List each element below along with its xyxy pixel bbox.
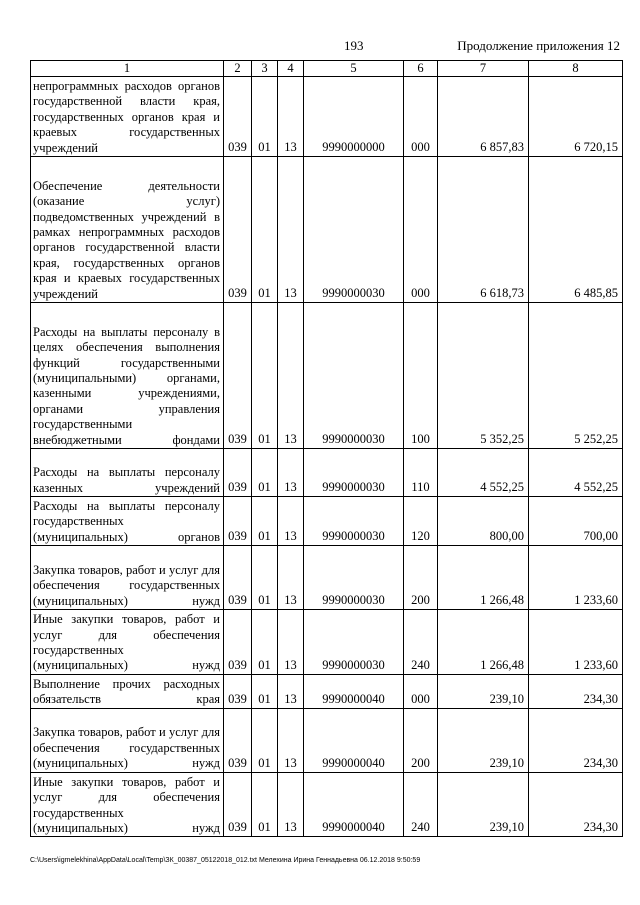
page-number: 193 [344, 38, 364, 53]
column-header: 1 [31, 61, 224, 77]
target-item-cell: 9990000030 [304, 497, 404, 546]
table-row [31, 546, 623, 610]
section-cell: 01 [252, 708, 278, 772]
column-header: 8 [529, 61, 623, 77]
amount-year2-cell: 6 485,85 [529, 157, 623, 303]
amount-year1-cell: 1 266,48 [438, 546, 529, 610]
column-header: 5 [304, 61, 404, 77]
amount-year1-cell: 239,10 [438, 772, 529, 837]
amount-year1-cell: 800,00 [438, 497, 529, 546]
expense-type-cell: 110 [404, 449, 438, 497]
amount-year1-cell: 4 552,25 [438, 449, 529, 497]
section-cell: 01 [252, 157, 278, 303]
row-name-cell: Закупка товаров, работ и услуг для обеспечения государственных (муниципальных) нужд [31, 708, 224, 772]
subsection-cell: 13 [278, 708, 304, 772]
ministry-code-cell: 039 [224, 546, 252, 610]
amount-year1-cell: 6 857,83 [438, 77, 529, 157]
column-header: 6 [404, 61, 438, 77]
ministry-code-cell: 039 [224, 772, 252, 837]
amount-year1-cell: 239,10 [438, 708, 529, 772]
amount-year1-cell: 1 266,48 [438, 610, 529, 675]
row-name-cell: Расходы на выплаты персоналу государственных (муниципальных) органов [31, 497, 224, 546]
row-name-cell: Закупка товаров, работ и услуг для обеспечения государственных (муниципальных) нужд [31, 546, 224, 610]
row-name-cell: Расходы на выплаты персоналу казенных учреждений [31, 449, 224, 497]
ministry-code-cell: 039 [224, 157, 252, 303]
subsection-cell: 13 [278, 157, 304, 303]
row-name-cell: Иные закупки товаров, работ и услуг для обеспечения государственных (муниципальных) нужд [31, 610, 224, 675]
subsection-cell: 13 [278, 497, 304, 546]
row-name-cell: Расходы на выплаты персоналу в целях обеспечения выполнения функций государственными (муниципальными) органами, казенными учреждениями, органами управления государственными внебюджетными фондами [31, 303, 224, 449]
target-item-cell: 9990000030 [304, 610, 404, 675]
target-item-cell: 9990000030 [304, 449, 404, 497]
section-cell: 01 [252, 610, 278, 675]
column-header: 3 [252, 61, 278, 77]
row-name-cell: непрограммных расходов органов государственной власти края, государственных органов края и краевых государственных учреждений [31, 77, 224, 157]
table-row [31, 497, 623, 546]
amount-year2-cell: 234,30 [529, 708, 623, 772]
target-item-cell: 9990000030 [304, 546, 404, 610]
section-cell: 01 [252, 674, 278, 708]
amount-year2-cell: 234,30 [529, 674, 623, 708]
amount-year2-cell: 1 233,60 [529, 546, 623, 610]
section-cell: 01 [252, 449, 278, 497]
target-item-cell: 9990000040 [304, 772, 404, 837]
expense-type-cell: 000 [404, 674, 438, 708]
column-header: 4 [278, 61, 304, 77]
table-header-row [31, 61, 623, 77]
subsection-cell: 13 [278, 610, 304, 675]
table-row [31, 449, 623, 497]
amount-year1-cell: 239,10 [438, 674, 529, 708]
expense-type-cell: 200 [404, 546, 438, 610]
target-item-cell: 9990000040 [304, 708, 404, 772]
amount-year2-cell: 1 233,60 [529, 610, 623, 675]
ministry-code-cell: 039 [224, 610, 252, 675]
table-row [31, 303, 623, 449]
appendix-label: Продолжение приложения 12 [457, 38, 620, 53]
column-header: 2 [224, 61, 252, 77]
file-path-footer: C:\Users\igmelekhina\AppData\Local\Temp\ЗК_00387_05122018_012.txt Мелехина Ирина Геннадьевна 06.12.2018 9:50:59 [30, 857, 421, 864]
expense-type-cell: 000 [404, 77, 438, 157]
target-item-cell: 9990000030 [304, 303, 404, 449]
section-cell: 01 [252, 77, 278, 157]
expense-type-cell: 120 [404, 497, 438, 546]
table-row [31, 772, 623, 837]
section-cell: 01 [252, 772, 278, 837]
table-row [31, 157, 623, 303]
section-cell: 01 [252, 303, 278, 449]
amount-year2-cell: 6 720,15 [529, 77, 623, 157]
expense-type-cell: 240 [404, 772, 438, 837]
expense-type-cell: 100 [404, 303, 438, 449]
target-item-cell: 9990000040 [304, 674, 404, 708]
section-cell: 01 [252, 546, 278, 610]
table-row [31, 77, 623, 157]
subsection-cell: 13 [278, 772, 304, 837]
amount-year2-cell: 4 552,25 [529, 449, 623, 497]
row-name-cell: Иные закупки товаров, работ и услуг для обеспечения государственных (муниципальных) нужд [31, 772, 224, 837]
page-header [0, 38, 640, 56]
column-header: 7 [438, 61, 529, 77]
table-row [31, 708, 623, 772]
ministry-code-cell: 039 [224, 497, 252, 546]
amount-year2-cell: 700,00 [529, 497, 623, 546]
target-item-cell: 9990000030 [304, 157, 404, 303]
budget-table [30, 60, 623, 837]
ministry-code-cell: 039 [224, 77, 252, 157]
ministry-code-cell: 039 [224, 674, 252, 708]
subsection-cell: 13 [278, 674, 304, 708]
target-item-cell: 9990000000 [304, 77, 404, 157]
expense-type-cell: 240 [404, 610, 438, 675]
ministry-code-cell: 039 [224, 708, 252, 772]
subsection-cell: 13 [278, 546, 304, 610]
row-name-cell: Выполнение прочих расходных обязательств края [31, 674, 224, 708]
amount-year2-cell: 234,30 [529, 772, 623, 837]
ministry-code-cell: 039 [224, 449, 252, 497]
expense-type-cell: 000 [404, 157, 438, 303]
section-cell: 01 [252, 497, 278, 546]
amount-year1-cell: 6 618,73 [438, 157, 529, 303]
row-name-cell: Обеспечение деятельности (оказание услуг) подведомственных учреждений в рамках непрограммных расходов органов государственной власти края, государственных органов края и краевых государственных учреждений [31, 157, 224, 303]
amount-year2-cell: 5 252,25 [529, 303, 623, 449]
table-row [31, 674, 623, 708]
subsection-cell: 13 [278, 303, 304, 449]
subsection-cell: 13 [278, 449, 304, 497]
amount-year1-cell: 5 352,25 [438, 303, 529, 449]
subsection-cell: 13 [278, 77, 304, 157]
ministry-code-cell: 039 [224, 303, 252, 449]
expense-type-cell: 200 [404, 708, 438, 772]
table-row [31, 610, 623, 675]
